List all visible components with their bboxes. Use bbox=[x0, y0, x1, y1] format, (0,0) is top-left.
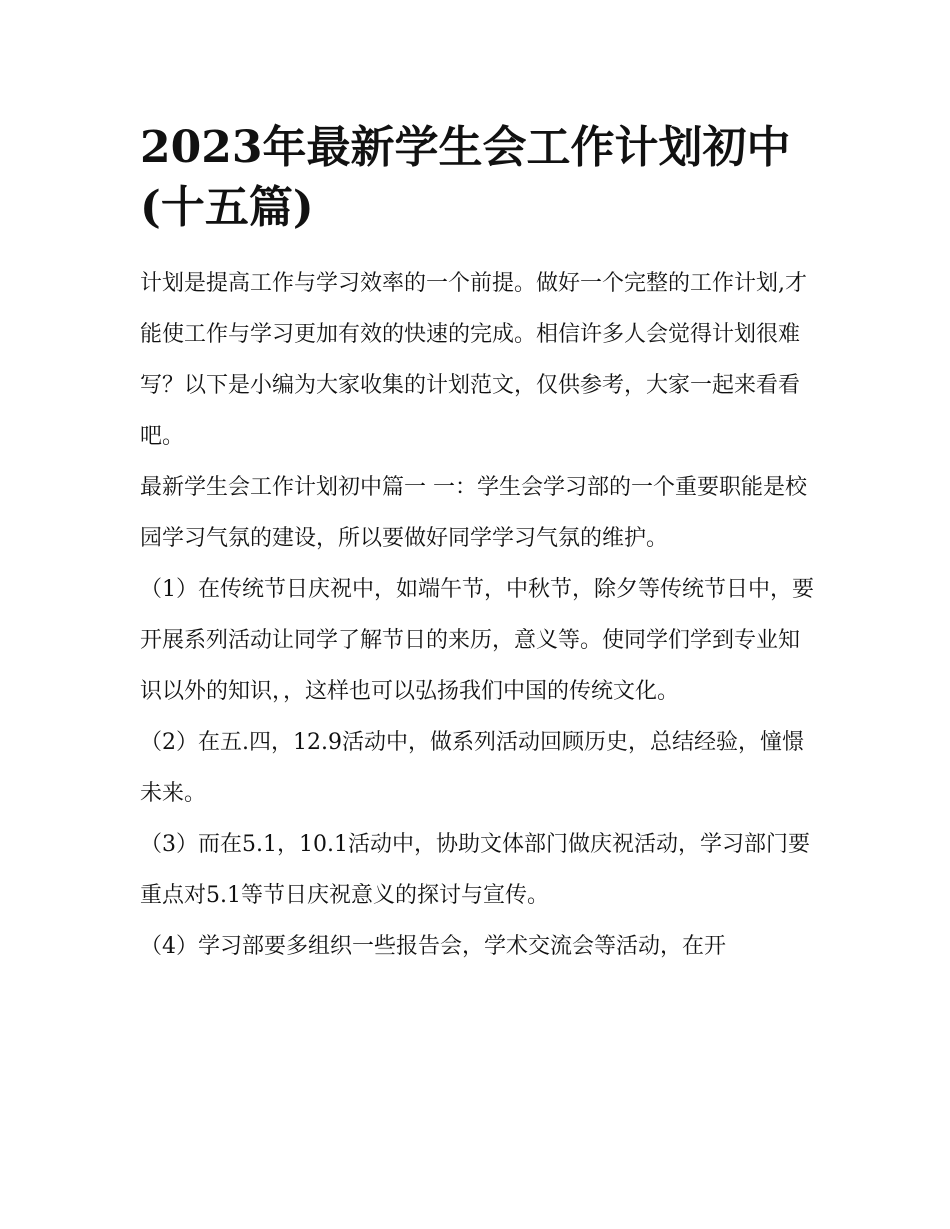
document-content bbox=[140, 118, 816, 972]
paragraph-item-2: （2）在五.四，12.9活动中，做系列活动回顾历史，总结经验，憧憬未来。 bbox=[140, 730, 804, 806]
document-title: 2023年最新学生会工作计划初中(十五篇) bbox=[140, 122, 791, 233]
paragraph-intro: 计划是提高工作与学习效率的一个前提。做好一个完整的工作计划,才能使工作与学习更加有效的快速的完成。相信许多人会觉得计划很难写？以下是小编为大家收集的计划范文，仅供参考，大家一起来看看吧。 bbox=[140, 271, 807, 449]
paragraph-item-4: （4）学习部要多组织一些报告会，学术交流会等活动，在开 bbox=[140, 934, 726, 959]
document-body bbox=[140, 258, 816, 972]
paragraph-item-1: （1）在传统节日庆祝中，如端午节，中秋节，除夕等传统节日中，要开展系列活动让同学了解节日的来历，意义等。使同学们学到专业知识以外的知识，，这样也可以弘扬我们中国的传统文化。 bbox=[140, 577, 814, 704]
paragraph-section-one: 最新学生会工作计划初中篇一 一：学生会学习部的一个重要职能是校园学习气氛的建设，所以要做好同学学习气氛的维护。 bbox=[140, 475, 807, 551]
paragraph-item-3: （3）而在5.1，10.1活动中，协助文体部门做庆祝活动，学习部门要重点对5.1等节日庆祝意义的探讨与宣传。 bbox=[140, 832, 810, 908]
